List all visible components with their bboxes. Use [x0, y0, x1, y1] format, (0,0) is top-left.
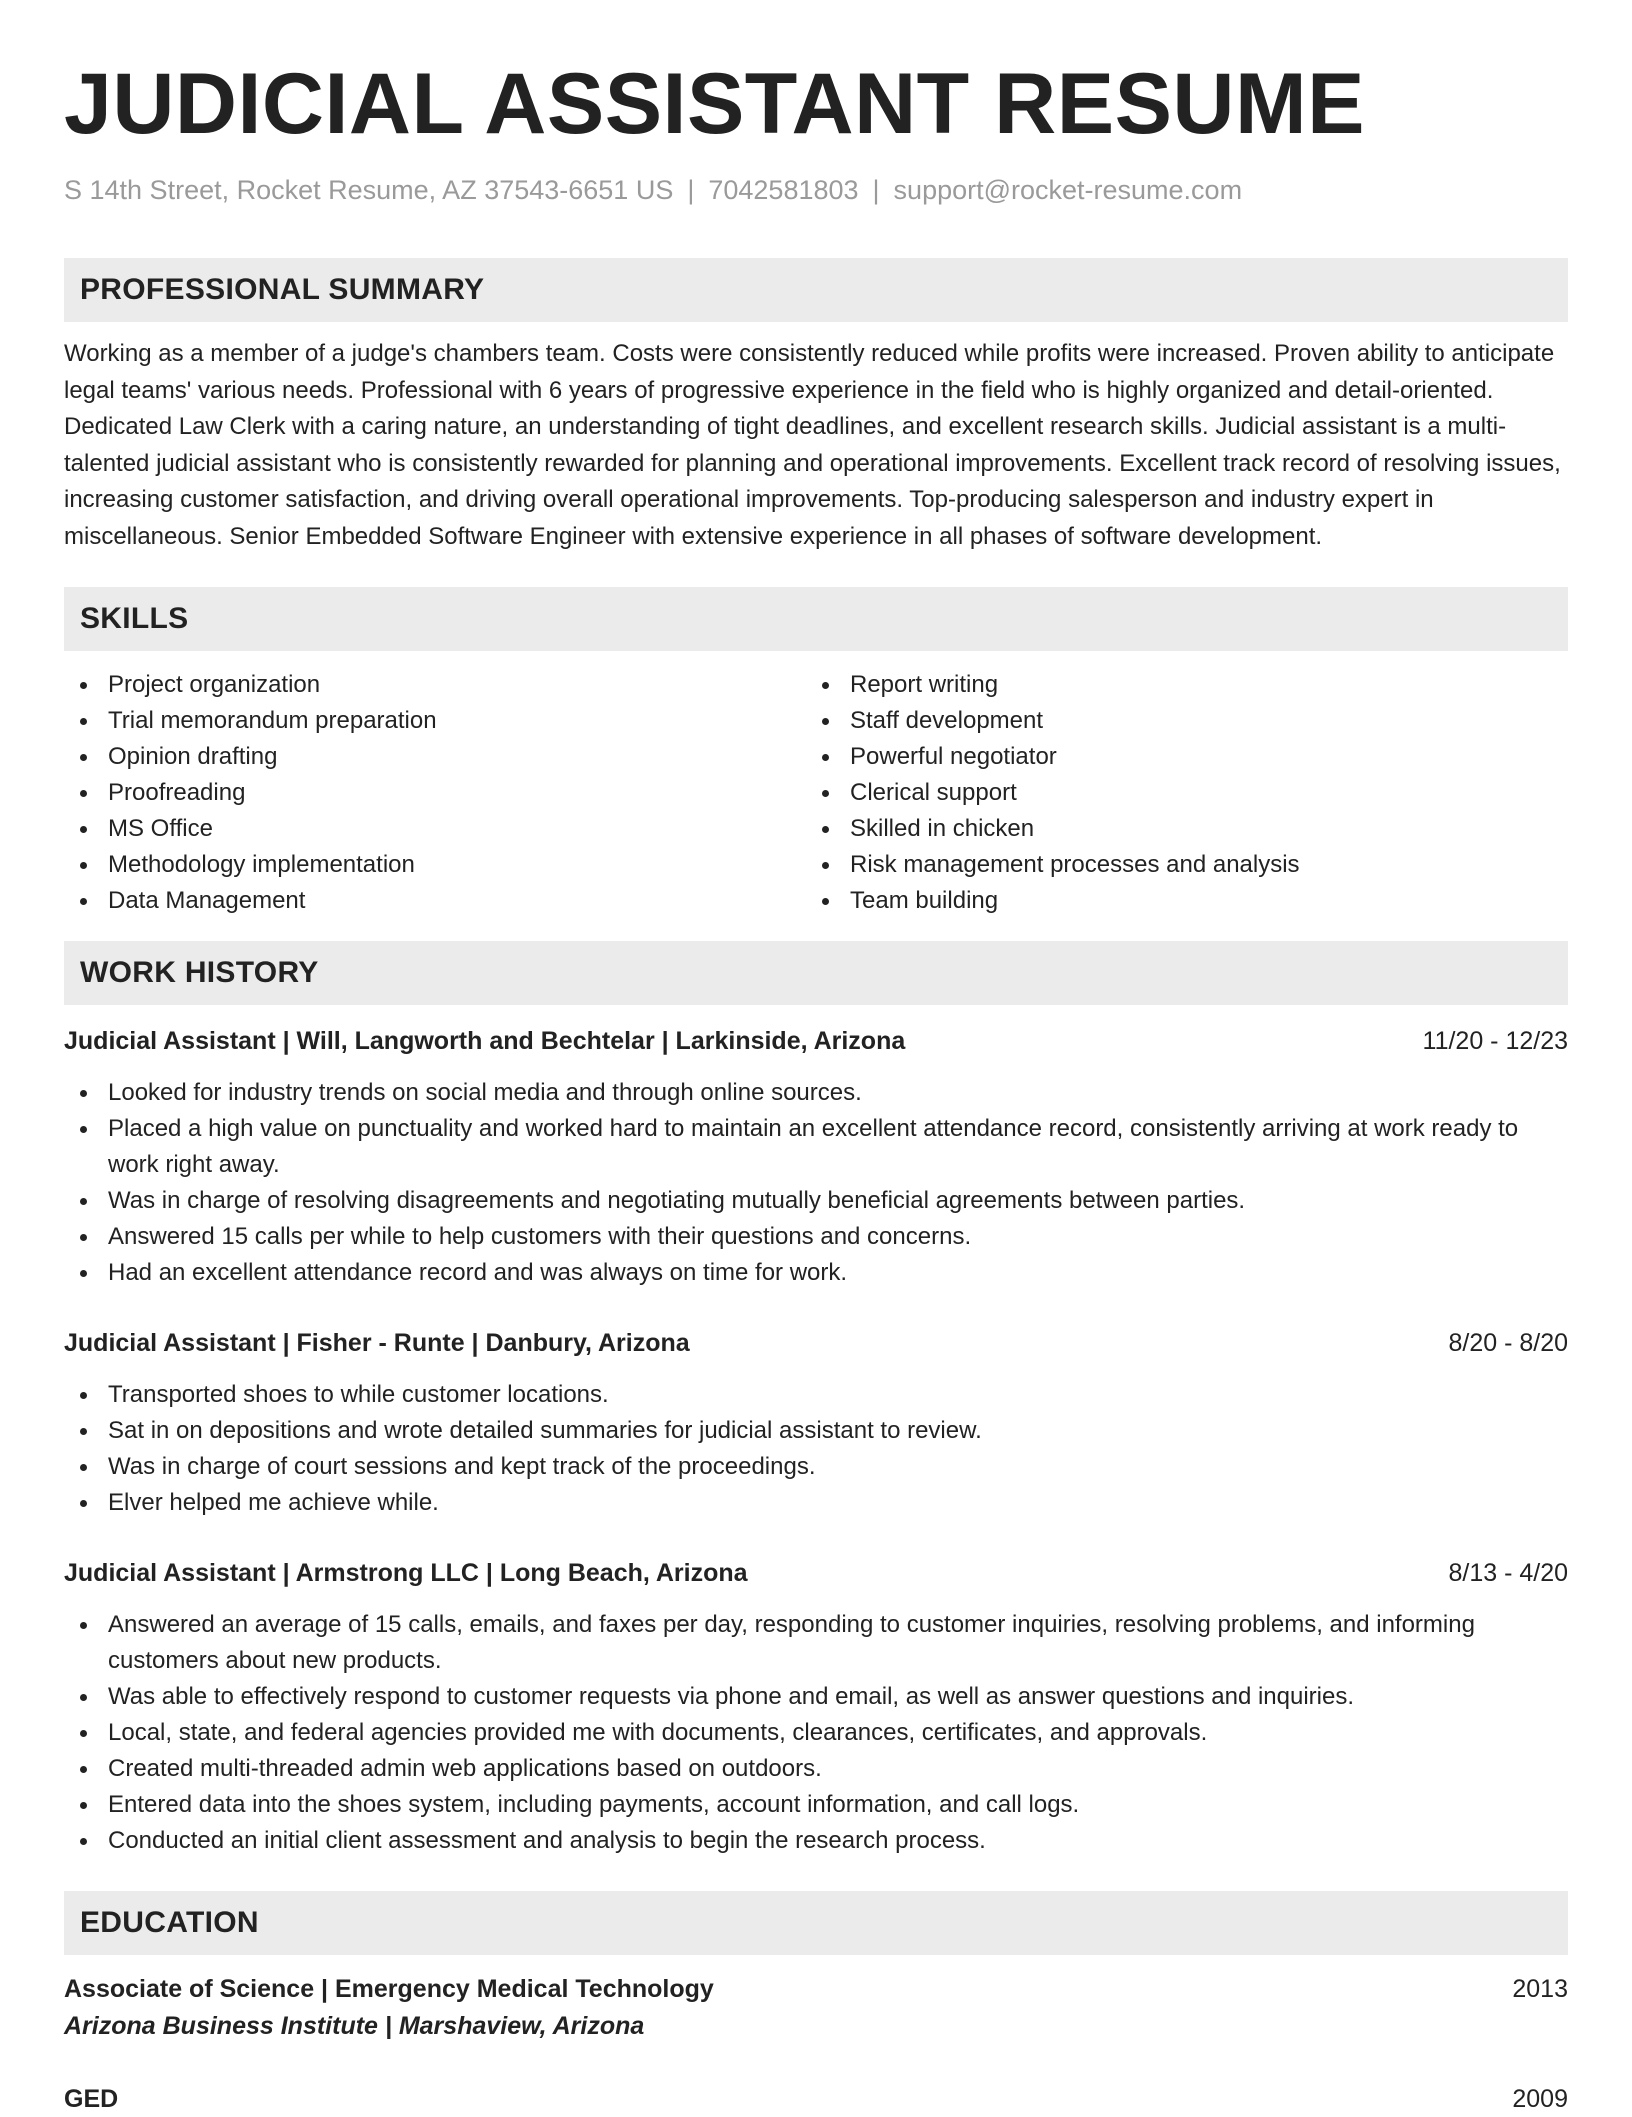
education-year: 2009: [1512, 2085, 1568, 2113]
resume-page: [64, 0, 1568, 2117]
job-header: [64, 1325, 1568, 1361]
job-bullet: Was in charge of court sessions and kept track of the proceedings.: [64, 1449, 1568, 1485]
job-bullet: Answered 15 calls per while to help customers with their questions and concerns.: [64, 1219, 1568, 1255]
job-title: Judicial Assistant | Will, Langworth and Bechtelar | Larkinside, Arizona: [64, 1027, 906, 1055]
job-bullet: Was able to effectively respond to customer requests via phone and email, as well as answer questions and inquiries.: [64, 1679, 1568, 1715]
education-entry: [64, 1971, 1568, 2045]
section-heading-skills: SKILLS: [64, 587, 1568, 651]
contact-address: S 14th Street, Rocket Resume, AZ 37543-6651 US: [64, 175, 674, 205]
contact-phone: 7042581803: [708, 175, 859, 205]
skill-item: Clerical support: [806, 775, 1548, 811]
skill-item: Proofreading: [64, 775, 806, 811]
job-bullet: Conducted an initial client assessment and analysis to begin the research process.: [64, 1823, 1568, 1859]
job-bullet: Created multi-threaded admin web applications based on outdoors.: [64, 1751, 1568, 1787]
education-degree: GED: [64, 2085, 119, 2113]
skill-item: Trial memorandum preparation: [64, 703, 806, 739]
skills-list: [64, 667, 1568, 919]
education-header: [64, 1971, 1568, 2007]
contact-separator: |: [872, 175, 880, 205]
skills-column-right: [806, 667, 1548, 919]
job-dates: 11/20 - 12/23: [1422, 1027, 1568, 1055]
job-dates: 8/13 - 4/20: [1448, 1559, 1568, 1587]
skill-item: Powerful negotiator: [806, 739, 1548, 775]
job-bullet: Answered an average of 15 calls, emails, and faxes per day, responding to customer inquiries, resolving problems, and informing customers about new products.: [64, 1607, 1568, 1679]
education-degree: Associate of Science | Emergency Medical Technology: [64, 1975, 714, 2003]
job-bullets: [64, 1607, 1568, 1859]
skill-item: Opinion drafting: [64, 739, 806, 775]
section-heading-work-history: WORK HISTORY: [64, 941, 1568, 1005]
job-bullet: Transported shoes to while customer locations.: [64, 1377, 1568, 1413]
skill-item: Project organization: [64, 667, 806, 703]
skill-item: Risk management processes and analysis: [806, 847, 1548, 883]
job-title: Judicial Assistant | Fisher - Runte | Danbury, Arizona: [64, 1329, 690, 1357]
job-entry: [64, 1023, 1568, 1291]
job-bullet: Was in charge of resolving disagreements and negotiating mutually beneficial agreements between parties.: [64, 1183, 1568, 1219]
skills-column-left: [64, 667, 806, 919]
job-header: [64, 1555, 1568, 1591]
resume-title: JUDICIAL ASSISTANT RESUME: [64, 56, 1366, 152]
job-bullet: Sat in on depositions and wrote detailed summaries for judicial assistant to review.: [64, 1413, 1568, 1449]
skill-item: MS Office: [64, 811, 806, 847]
skill-item: Team building: [806, 883, 1548, 919]
skill-item: Staff development: [806, 703, 1548, 739]
contact-line: [64, 174, 1568, 206]
job-bullet: Looked for industry trends on social media and through online sources.: [64, 1075, 1568, 1111]
contact-separator: |: [687, 175, 695, 205]
section-heading-education: EDUCATION: [64, 1891, 1568, 1955]
skill-item: Data Management: [64, 883, 806, 919]
job-bullet: Elver helped me achieve while.: [64, 1485, 1568, 1521]
skill-item: Report writing: [806, 667, 1548, 703]
job-header: [64, 1023, 1568, 1059]
summary-text: Working as a member of a judge's chambers team. Costs were consistently reduced while profits were increased. Proven ability to anticipate legal teams' various needs. Professional with 6 years of progressive experience in the field who is highly organized and detail-oriented. Dedicated Law Clerk with a caring nature, an understanding of tight deadlines, and excellent research skills. Judicial assistant is a multi-talented judicial assistant who is consistently rewarded for planning and operational improvements. Excellent track record of resolving issues, increasing customer satisfaction, and driving overall operational improvements. Top-producing salesperson and industry expert in miscellaneous. Senior Embedded Software Engineer with extensive experience in all phases of software development.: [64, 340, 1561, 550]
education-school: Arizona Business Institute | Marshaview, Arizona: [64, 2012, 645, 2040]
job-title: Judicial Assistant | Armstrong LLC | Long Beach, Arizona: [64, 1559, 748, 1587]
job-entry: [64, 1325, 1568, 1521]
contact-email: support@rocket-resume.com: [893, 175, 1243, 205]
job-bullet: Had an excellent attendance record and was always on time for work.: [64, 1255, 1568, 1291]
skill-item: Methodology implementation: [64, 847, 806, 883]
job-bullets: [64, 1075, 1568, 1291]
skill-item: Skilled in chicken: [806, 811, 1548, 847]
job-bullet: Placed a high value on punctuality and worked hard to maintain an excellent attendance record, consistently arriving at work ready to work right away.: [64, 1111, 1568, 1183]
education-year: 2013: [1512, 1975, 1568, 2003]
job-bullet: Entered data into the shoes system, including payments, account information, and call logs.: [64, 1787, 1568, 1823]
job-bullets: [64, 1377, 1568, 1521]
job-bullet: Local, state, and federal agencies provided me with documents, clearances, certificates, and approvals.: [64, 1715, 1568, 1751]
job-dates: 8/20 - 8/20: [1448, 1329, 1568, 1357]
job-entry: [64, 1555, 1568, 1859]
section-heading-summary: PROFESSIONAL SUMMARY: [64, 258, 1568, 322]
